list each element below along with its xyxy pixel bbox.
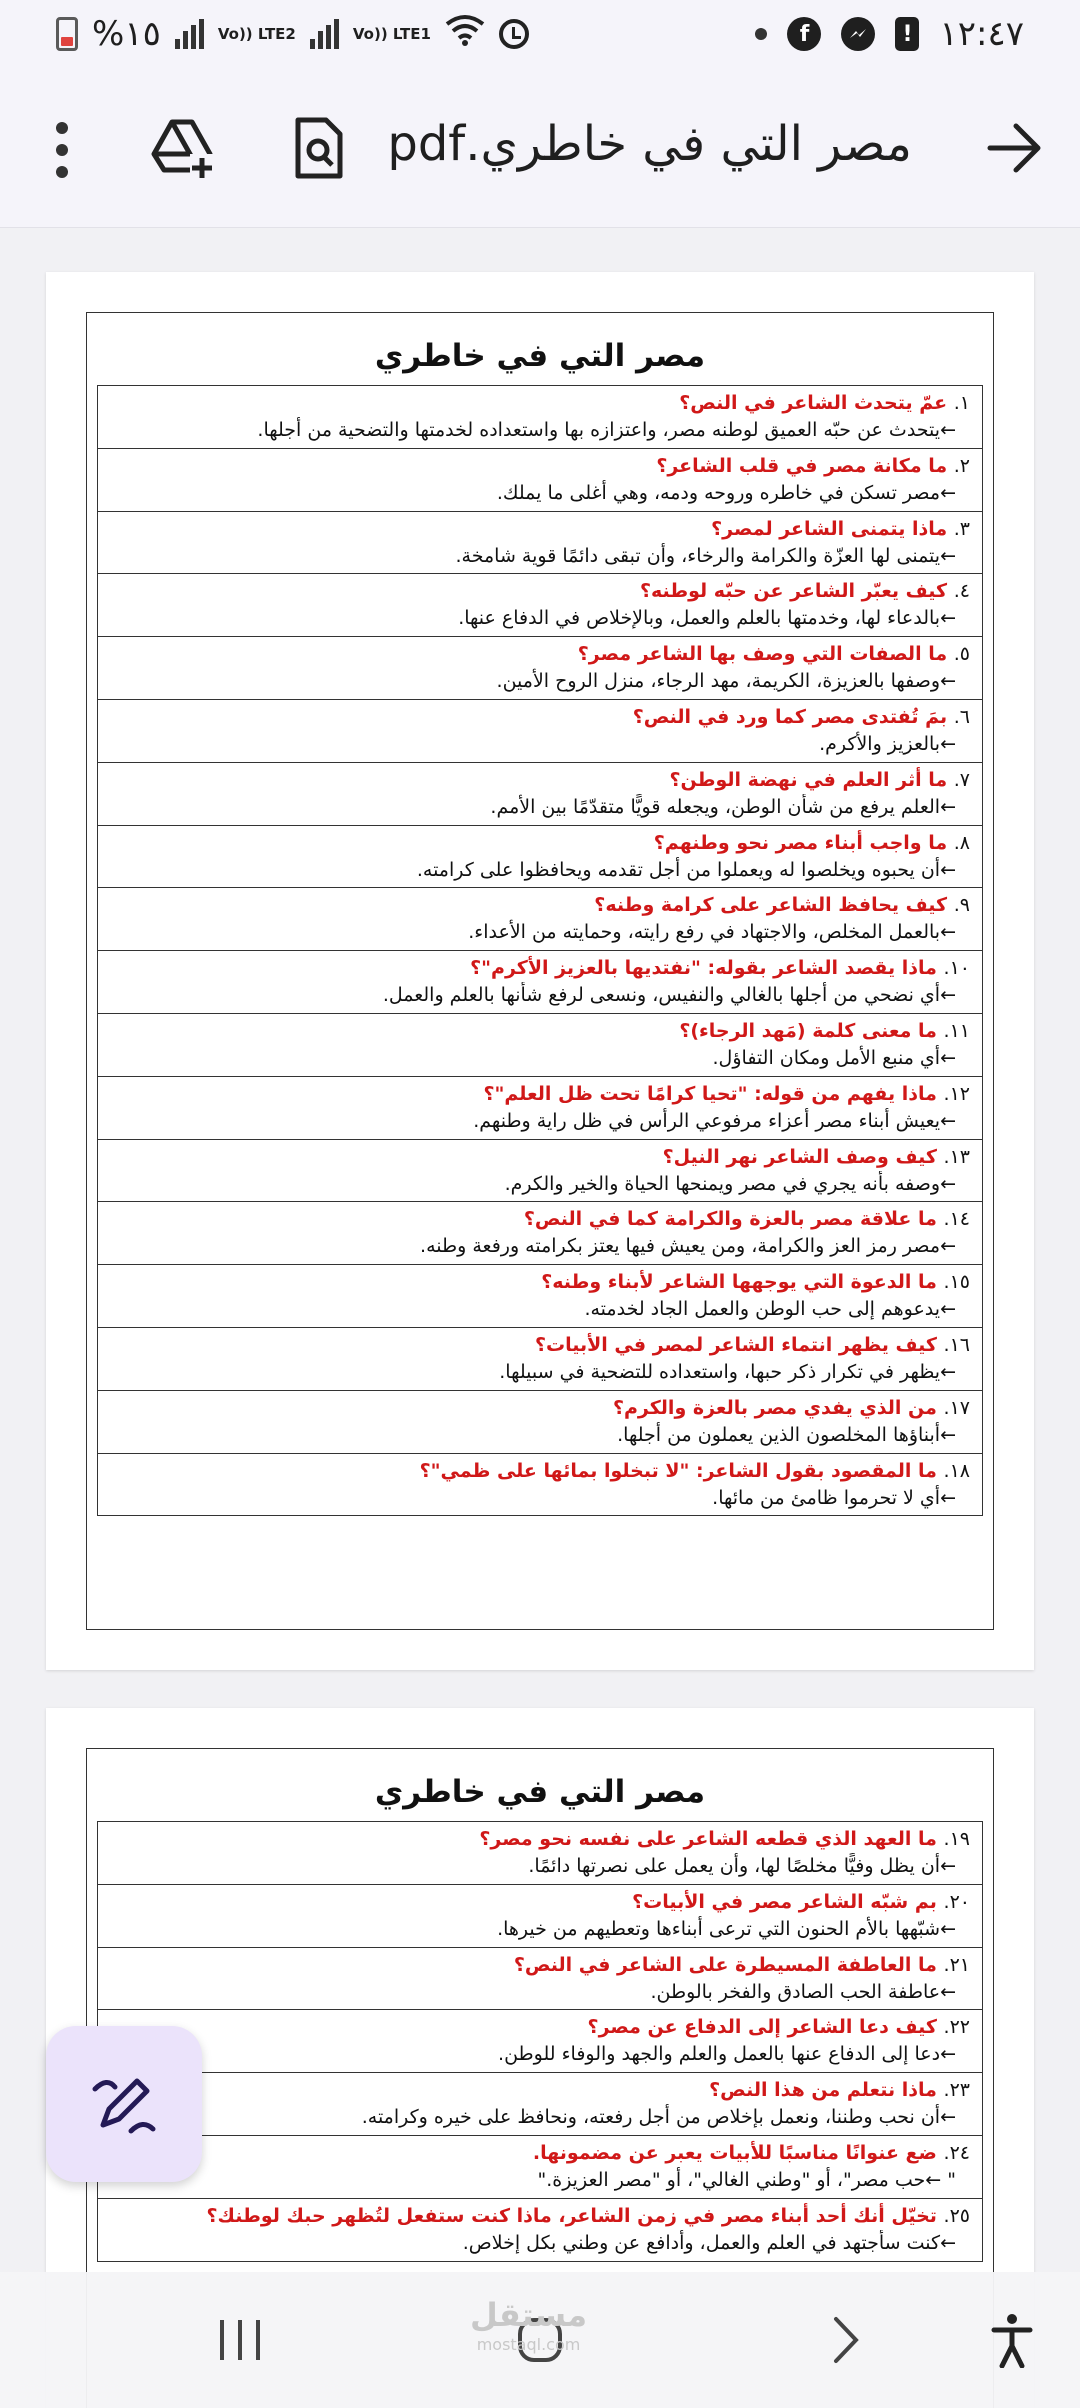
- answer-text: ←أن يظل وفيًّا مخلصًا لها، وأن يعمل على نصرتها دائمًا.: [528, 1855, 956, 1877]
- answer-text: ←وصفها بالعزيزة، الكريمة، مهد الرجاء، منزل الروح الأمين.: [496, 670, 956, 693]
- question-text: [110, 1826, 970, 1853]
- question-number: ١١.: [943, 1019, 970, 1042]
- question-text: [110, 1018, 970, 1045]
- table-row: [98, 2010, 982, 2073]
- question-text: [110, 390, 970, 417]
- question-number: ١٠.: [943, 957, 970, 980]
- answer-text: ←شبّهها بالأم الحنون التي ترعى أبناءها وتعطيهم من خيرها.: [497, 1917, 956, 1940]
- answer-text: ←عاطفة الحب الصادق والفخر بالوطن.: [650, 1980, 956, 2003]
- answer-text: ←كنت سأجتهد في العلم والعمل، وأدافع عن وطني بكل إخلاص.: [462, 2231, 956, 2254]
- question-text: [110, 2077, 970, 2104]
- question-number: ١٥.: [943, 1271, 970, 1294]
- question-text: [110, 830, 970, 857]
- facebook-icon: f: [787, 17, 821, 51]
- back-icon[interactable]: [820, 2300, 870, 2380]
- question-number: ٢٣.: [943, 2079, 970, 2102]
- alarm-icon: [499, 19, 529, 49]
- question-text: [110, 2203, 970, 2230]
- question-text: [110, 1395, 970, 1422]
- table-row: [98, 1885, 982, 1948]
- table-row: [98, 1328, 982, 1391]
- add-to-drive-icon[interactable]: [150, 114, 218, 182]
- question-number: ١٧.: [943, 1396, 970, 1419]
- edit-pen-icon: [89, 2069, 159, 2139]
- question-label: بم شبّه الشاعر مصر في الأبيات؟: [632, 1890, 937, 1913]
- page-frame: [86, 312, 994, 1630]
- watermark-url: mostaql.com: [476, 2335, 581, 2354]
- answer-text: ←بالعمل المخلص، والاجتهاد في رفع رايته، وحمايته من الأعداء.: [468, 921, 956, 944]
- question-text: [110, 1332, 970, 1359]
- table-row: [98, 1948, 982, 2011]
- question-label: تخيّل أنك أحد أبناء مصر في زمن الشاعر، ماذا كنت ستفعل لتُظهر حبك لوطنك؟: [206, 2204, 937, 2227]
- document-title: مصر التي في خاطري.pdf: [387, 116, 912, 172]
- network-label-1: Vo)) LTE2: [217, 24, 296, 43]
- question-label: ضع عنوانًا مناسبًا للأبيات يعبر عن مضمونها.: [532, 2141, 937, 2164]
- question-label: ماذا يتمنى الشاعر لمصر؟: [711, 517, 948, 540]
- question-text: [110, 1458, 970, 1485]
- question-text: [110, 1081, 970, 1108]
- answer-text: ←يتمنى لها العزّة والكرامة والرخاء، وأن تبقى دائمًا قوية شامخة.: [455, 544, 956, 567]
- table-row: [98, 386, 982, 449]
- table-row: [98, 1014, 982, 1077]
- question-number: ٢٤.: [943, 2141, 970, 2164]
- question-text: [110, 1206, 970, 1233]
- question-text: [110, 641, 970, 668]
- question-text: [110, 1144, 970, 1171]
- alert-icon: !: [895, 17, 919, 51]
- question-label: ما الصفات التي وصف بها الشاعر مصر؟: [577, 643, 948, 666]
- battery-icon: [56, 17, 78, 51]
- question-label: كيف يحافظ الشاعر على كرامة وطنه؟: [594, 894, 948, 917]
- question-label: كيف دعا الشاعر إلى الدفاع عن مصر؟: [587, 2016, 937, 2039]
- answer-text: ←يتحدث عن حبّه العميق لوطنه مصر، واعتزازه بها واستعداده لخدمتها والتضحية من أجلها.: [257, 419, 956, 441]
- table-row: [98, 2136, 982, 2199]
- question-number: ٢٢.: [943, 2016, 970, 2039]
- question-number: ٩.: [953, 894, 970, 917]
- answer-text: ←أي لا تحرموا ظامئ من مائها.: [712, 1486, 956, 1509]
- messenger-icon: [841, 17, 875, 51]
- table-row: [98, 1140, 982, 1203]
- table-row: [98, 512, 982, 575]
- document-search-icon[interactable]: [284, 114, 352, 182]
- table-row: [98, 700, 982, 763]
- question-text: [110, 578, 970, 605]
- question-number: ٢١.: [943, 1953, 970, 1976]
- question-label: ما المقصود بقول الشاعر: "لا تبخلوا بمائها على ظمي"؟: [419, 1459, 937, 1482]
- clock: ١٢:٤٧: [939, 14, 1024, 54]
- question-number: ١٩.: [943, 1828, 970, 1850]
- table-row: [98, 637, 982, 700]
- question-text: [110, 955, 970, 982]
- answer-text: ←مصر تسكن في خاطره وروحه ودمه، وهي أغلى ما يملك.: [496, 481, 956, 504]
- watermark: [470, 2296, 588, 2360]
- question-label: ماذا نتعلم من هذا النص؟: [709, 2079, 937, 2102]
- qa-table: [97, 1821, 983, 2262]
- question-label: ما العهد الذي قطعه الشاعر على نفسه نحو مصر؟: [479, 1828, 937, 1850]
- edit-fab-button[interactable]: [46, 2026, 202, 2182]
- status-right: [755, 12, 1024, 56]
- question-number: ١٨.: [943, 1459, 970, 1482]
- question-text: [110, 1952, 970, 1979]
- question-label: عمّ يتحدث الشاعر في النص؟: [679, 392, 948, 414]
- table-row: [98, 449, 982, 512]
- app-bar: [0, 68, 1080, 228]
- signal-icon: [310, 19, 339, 49]
- page-heading: مصر التي في خاطري: [374, 338, 706, 374]
- qa-table: [97, 385, 983, 1516]
- watermark-text: مستقل: [470, 2296, 588, 2334]
- question-label: ما أثر العلم في نهضة الوطن؟: [669, 768, 948, 791]
- accessibility-icon[interactable]: [984, 2300, 1040, 2380]
- answer-text: ←يعيش أبناء مصر أعزاء مرفوعي الرأس في ظل راية وطنهم.: [473, 1109, 956, 1132]
- question-text: [110, 704, 970, 731]
- question-number: ٣.: [953, 517, 970, 540]
- question-number: ١.: [953, 392, 970, 414]
- answer-text: ←بالعزيز والأكرم.: [819, 732, 956, 755]
- answer-text: ←بالدعاء لها، وخدمتها بالعلم والعمل، وبالإخلاص في الدفاع عنها.: [458, 607, 956, 630]
- battery-level: %١٥: [92, 14, 161, 54]
- wifi-icon: [445, 14, 485, 55]
- table-row: [98, 2199, 982, 2262]
- question-label: ما العاطفة المسيطرة على الشاعر في النص؟: [513, 1953, 937, 1976]
- table-row: [98, 1077, 982, 1140]
- answer-text: ←أن نحب وطننا، ونعمل بإخلاص من أجل رفعته، ونحافظ على خيره وكرامته.: [361, 2106, 956, 2129]
- question-label: ما معنى كلمة (مَهد الرجاء)؟: [679, 1019, 937, 1042]
- question-label: ماذا يقصد الشاعر بقوله: "نفتديها بالعزيز الأكرم"؟: [470, 957, 937, 980]
- page-heading: مصر التي في خاطري: [374, 1774, 706, 1810]
- question-text: [110, 2014, 970, 2041]
- question-number: ٤.: [953, 580, 970, 603]
- question-label: ما واجب أبناء مصر نحو وطنهم؟: [653, 831, 948, 854]
- question-text: [110, 2140, 970, 2167]
- notification-dot-icon: [755, 28, 767, 40]
- question-number: ٥.: [953, 643, 970, 666]
- question-text: [110, 1889, 970, 1916]
- question-label: كيف يعبّر الشاعر عن حبّه لوطنه؟: [639, 580, 948, 603]
- answer-text: ←يدعوهم إلى حب الوطن والعمل الجاد لخدمته.: [584, 1298, 956, 1321]
- answer-text: ←العلم يرفع من شأن الوطن، ويجعله قويًّا متقدّمًا بين الأمم.: [490, 795, 956, 818]
- question-label: من الذي يفدي مصر بالعزة والكرم؟: [612, 1396, 937, 1419]
- question-number: ٨.: [953, 831, 970, 854]
- network-label-2: Vo)) LTE1: [352, 24, 431, 43]
- table-row: [98, 1202, 982, 1265]
- answer-text: ←مصر رمز العز والكرامة، ومن يعيش فيها يعتز بكرامته ورفعة وطنه.: [420, 1235, 956, 1258]
- recent-apps-icon[interactable]: [210, 2300, 270, 2380]
- table-row: [98, 1454, 982, 1517]
- question-label: ما الدعوة التي يوجهها الشاعر لأبناء وطنه؟: [541, 1271, 937, 1294]
- question-label: بمَ تُفتدى مصر كما ورد في النص؟: [632, 705, 948, 728]
- question-label: ما مكانة مصر في قلب الشاعر؟: [656, 454, 948, 477]
- answer-text: ←أي منبع الأمل ومكان التفاؤل.: [712, 1046, 956, 1069]
- table-row: [98, 1391, 982, 1454]
- question-text: [110, 892, 970, 919]
- question-label: كيف وصف الشاعر نهر النيل؟: [662, 1145, 937, 1168]
- question-text: [110, 1269, 970, 1296]
- pdf-page-1[interactable]: [46, 272, 1034, 1670]
- answer-text: ←دعا إلى الدفاع عنها بالعمل والعلم والجهد والوفاء للوطن.: [498, 2043, 956, 2066]
- question-number: ٧.: [953, 768, 970, 791]
- answer-text: ←أبناؤها المخلصون الذين يعملون من أجلها.: [617, 1423, 956, 1446]
- table-row: [98, 826, 982, 889]
- table-row: [98, 888, 982, 951]
- answer-text: ←يظهر في تكرار ذكر حبها، واستعداده للتضحية في سبيلها.: [499, 1360, 956, 1383]
- question-number: ٢.: [953, 454, 970, 477]
- table-row: [98, 951, 982, 1014]
- table-row: [98, 1822, 982, 1885]
- question-number: ٢٥.: [943, 2204, 970, 2227]
- table-row: [98, 763, 982, 826]
- answer-text: ←وصفه بأنه يجري في مصر ويمنحها الحياة والخير والكرم.: [504, 1172, 956, 1195]
- status-bar: [0, 0, 1080, 68]
- question-text: [110, 767, 970, 794]
- question-number: ٢٠.: [943, 1890, 970, 1913]
- question-label: ما علاقة مصر بالعزة والكرامة كما في النص؟: [523, 1208, 937, 1231]
- question-text: [110, 453, 970, 480]
- status-left: [56, 12, 529, 56]
- more-vert-icon[interactable]: [50, 122, 74, 178]
- table-row: [98, 574, 982, 637]
- table-row: [98, 1265, 982, 1328]
- question-number: ١٢.: [943, 1082, 970, 1105]
- answer-text: " ←حب مصر"، أو "وطني الغالي"، أو "مصر العزيزة.": [537, 2168, 956, 2191]
- question-text: [110, 516, 970, 543]
- question-label: كيف يظهر انتماء الشاعر لمصر في الأبيات؟: [535, 1333, 937, 1356]
- question-number: ٦.: [953, 705, 970, 728]
- question-number: ١٣.: [943, 1145, 970, 1168]
- question-number: ١٤.: [943, 1208, 970, 1231]
- signal-icon: [175, 19, 204, 49]
- answer-text: ←أي نضحي من أجلها بالغالي والنفيس، ونسعى لرفع شأنها بالعلم والعمل.: [382, 984, 956, 1007]
- back-arrow-icon[interactable]: [982, 116, 1046, 180]
- table-row: [98, 2073, 982, 2136]
- answer-text: ←أن يحبوه ويخلصوا له ويعملوا من أجل تقدمه ويحافظوا على كرامته.: [416, 858, 956, 881]
- question-number: ١٦.: [943, 1333, 970, 1356]
- question-label: ماذا يفهم من قوله: "تحيا كرامًا تحت ظل العلم"؟: [483, 1082, 937, 1105]
